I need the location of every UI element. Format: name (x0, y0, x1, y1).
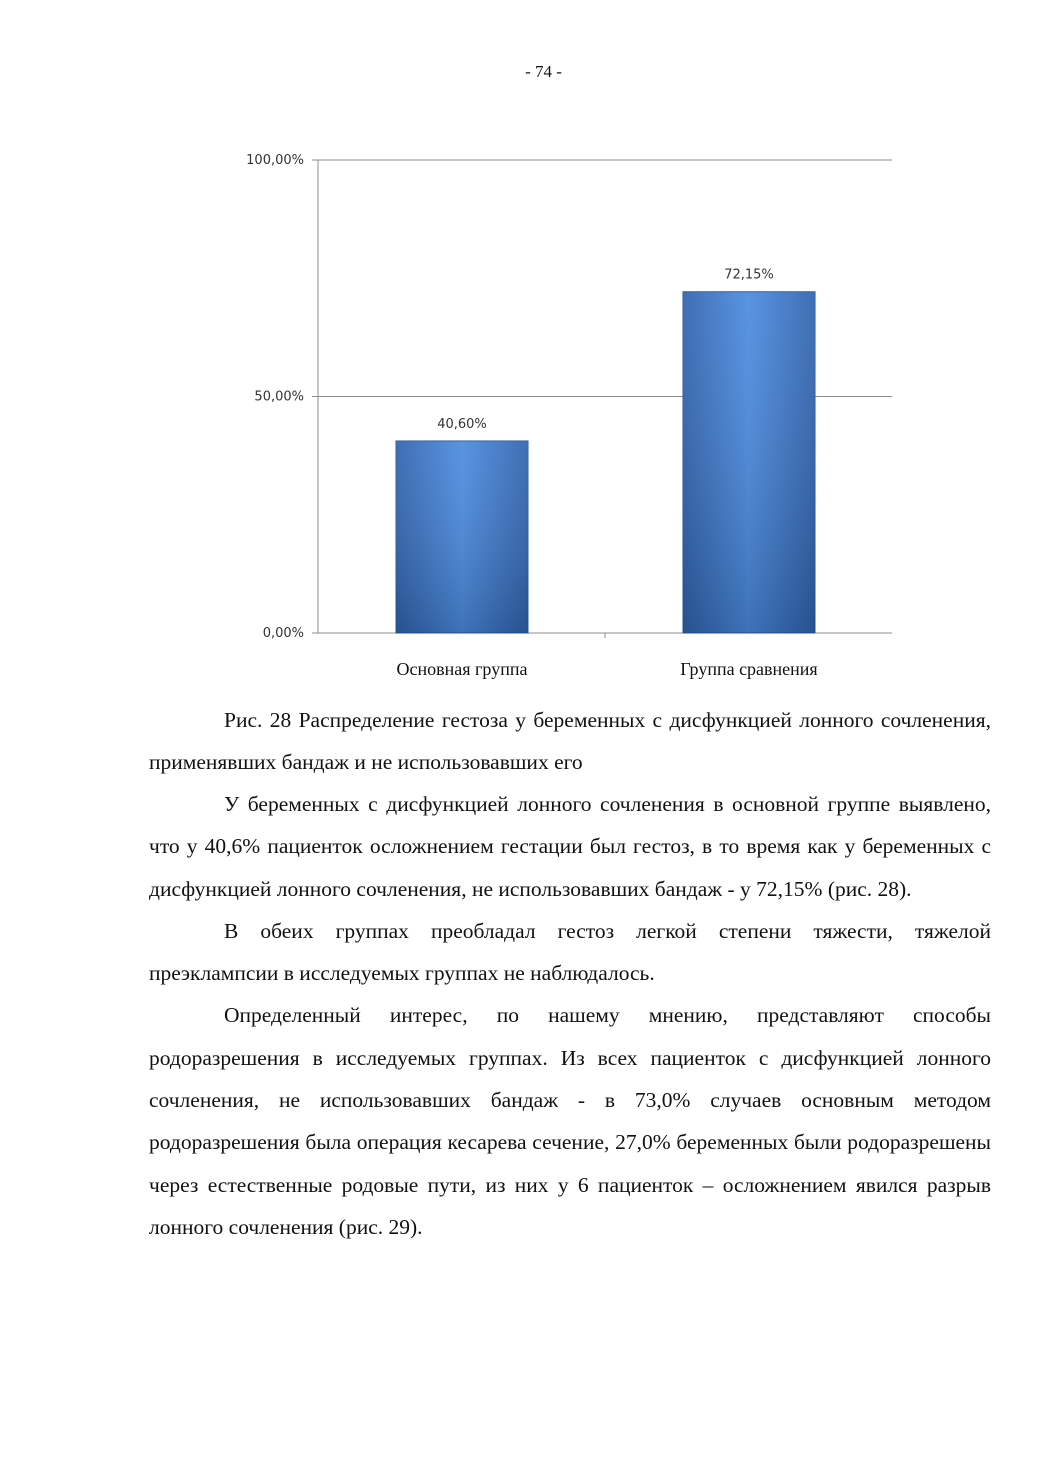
category-label: Основная группа (396, 659, 528, 679)
data-label: 40,60% (437, 416, 487, 432)
bar-chart (0, 0, 1039, 700)
caption-text: Рис. 28 Распределение гестоза у беременных с дисфункцией лонного сочленения, применявших бандаж и не использовавших его (149, 708, 991, 775)
bar-shade (396, 441, 528, 633)
figure-caption (149, 699, 991, 784)
paragraph-2: В обеих группах преобладал гестоз легкой степени тяжести, тяжелой преэклампсии в исследуемых группах не наблюдалось. (149, 918, 991, 986)
body-text (149, 783, 991, 1248)
y-tick-label: 0,00% (262, 626, 304, 641)
paragraph-1: У беременных с дисфункцией лонного сочленения в основной группе выявлено, что у 40,6% пациенток осложнением гестации был гестоз, в то время как у беременных с дисфункцией лонного сочленения, не использовавших бандаж - у 72,15% (рис. 28). (149, 792, 991, 901)
page-number: - 74 - (525, 62, 562, 81)
data-label: 72,15% (724, 267, 774, 283)
y-tick-label: 100,00% (246, 153, 304, 168)
y-tick-label: 50,00% (254, 389, 304, 405)
bar-shade (683, 292, 815, 633)
paragraph-3: Определенный интерес, по нашему мнению, представляют способы родоразрешения в исследуемых группах. Из всех пациенток с дисфункцией лонного сочленения, не использовавших бандаж - в 73,0% случаев основным методом родоразрешения была операция кесарева сечение, 27,0% беременных были родоразрешены через естественные родовые пути, из них у 6 пациенток – осложнением явился разрыв лонного сочленения (рис. 29). (149, 1003, 991, 1239)
category-label: Группа сравнения (680, 659, 818, 679)
